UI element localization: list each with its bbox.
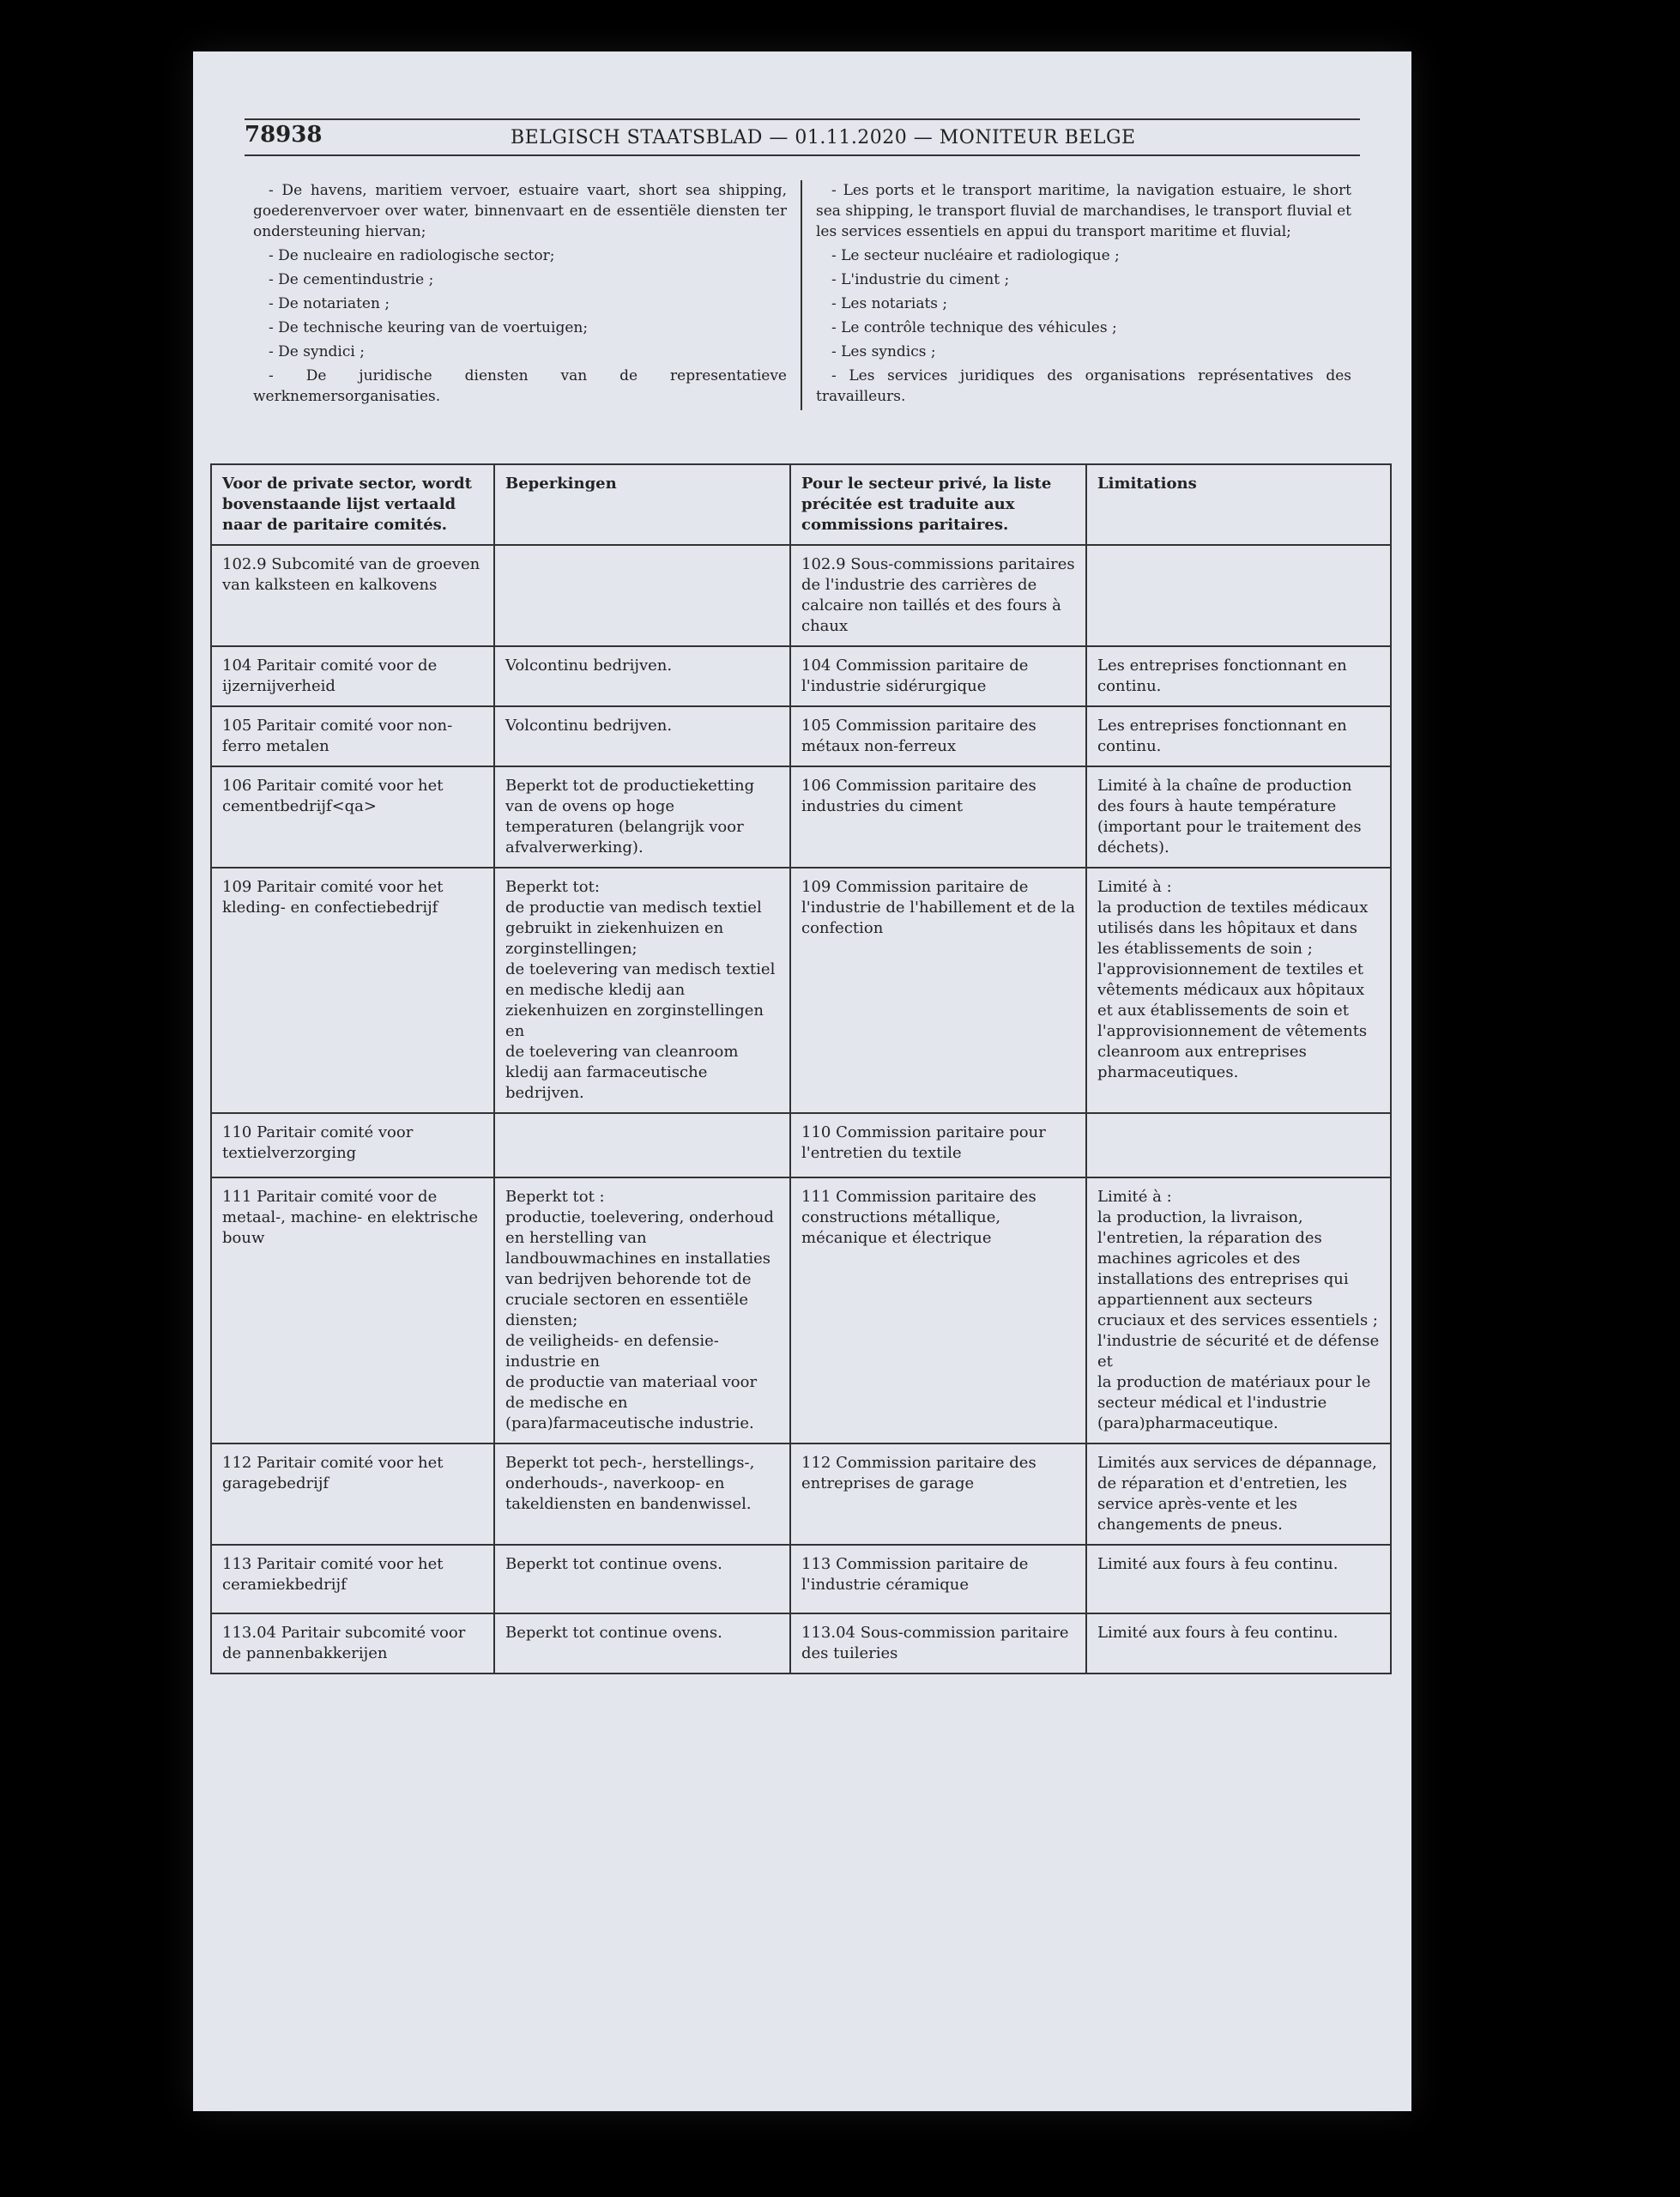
cell-line: 110 Commission paritaire pour l'entretien du textile bbox=[801, 1123, 1046, 1162]
cell-line: Limité à : bbox=[1097, 878, 1172, 896]
cell-line: Beperkt tot: bbox=[505, 878, 600, 896]
table-cell bbox=[494, 766, 790, 868]
table-cell bbox=[1086, 868, 1391, 1113]
cell-line: 113 Commission paritaire de l'industrie céramique bbox=[801, 1555, 1029, 1594]
intro-item: - De juridische diensten van de representatieve werknemersorganisaties. bbox=[253, 367, 787, 405]
table-cell bbox=[790, 766, 1086, 868]
table-cell bbox=[790, 1177, 1086, 1443]
cell-line: 112 Paritair comité voor het garagebedrijf bbox=[222, 1454, 444, 1492]
header-cell: Limitations bbox=[1086, 464, 1391, 545]
cell-line: 104 Commission paritaire de l'industrie sidérurgique bbox=[801, 657, 1029, 695]
table-cell bbox=[1086, 1545, 1391, 1613]
table-cell bbox=[494, 868, 790, 1113]
table-row bbox=[211, 545, 1391, 646]
intro-item: - De notariaten ; bbox=[269, 295, 390, 312]
header-cell: Voor de private sector, wordt bovenstaande lijst vertaald naar de paritaire comités. bbox=[211, 464, 494, 545]
table-cell bbox=[790, 646, 1086, 706]
table-cell bbox=[790, 1113, 1086, 1177]
cell-line: 104 Paritair comité voor de ijzernijverheid bbox=[222, 657, 438, 695]
intro-dutch bbox=[245, 180, 802, 410]
cell-line: Limité à la chaîne de production des fours à haute température (important pour le traitement des déchets). bbox=[1097, 777, 1362, 856]
cell-line: l'industrie de sécurité et de défense et bbox=[1097, 1332, 1380, 1371]
table-header-row bbox=[211, 464, 1391, 545]
cell-line: 111 Commission paritaire des constructions métallique, mécanique et électrique bbox=[801, 1188, 1036, 1247]
cell-line: 102.9 Sous-commissions paritaires de l'industrie des carrières de calcaire non taillés et des fours à chaux bbox=[801, 555, 1075, 635]
cell-line: Beperkt tot : bbox=[505, 1188, 605, 1206]
table-cell bbox=[211, 1613, 494, 1673]
intro-item: - Les syndics ; bbox=[831, 343, 936, 360]
cell-line: la production de textiles médicaux utilisés dans les hôpitaux et dans les établissements de soin ; bbox=[1097, 899, 1369, 958]
table-cell bbox=[211, 1443, 494, 1545]
table-row bbox=[211, 1177, 1391, 1443]
table-cell bbox=[494, 1545, 790, 1613]
cell-line: Beperkt tot continue ovens. bbox=[505, 1555, 722, 1573]
table-row bbox=[211, 868, 1391, 1113]
table-row bbox=[211, 1443, 1391, 1545]
page-number: 78938 bbox=[245, 122, 323, 148]
cell-line: la production de matériaux pour le secteur médical et l'industrie (para)pharmaceutique. bbox=[1097, 1373, 1371, 1432]
cell-line: de veiligheids- en defensie-industrie en bbox=[505, 1332, 719, 1371]
intro-item: - De syndici ; bbox=[269, 343, 365, 360]
table-cell bbox=[211, 868, 494, 1113]
cell-line: Beperkt tot pech-, herstellings-, onderhouds-, naverkoop- en takeldiensten en bandenwissel. bbox=[505, 1454, 755, 1513]
intro-item: - L'industrie du ciment ; bbox=[831, 271, 1010, 288]
cell-line: la production, la livraison, l'entretien, la réparation des machines agricoles et des installations des entreprises qui appartiennent aux secteurs cruciaux et des services essentiels ; bbox=[1097, 1208, 1378, 1329]
cell-line: 113.04 Paritair subcomité voor de pannenbakkerijen bbox=[222, 1624, 466, 1662]
header-cell: Beperkingen bbox=[494, 464, 790, 545]
intro-french bbox=[802, 180, 1360, 410]
cell-line: de productie van materiaal voor de medische en (para)farmaceutische industrie. bbox=[505, 1373, 758, 1432]
cell-line: Limité à : bbox=[1097, 1188, 1172, 1206]
cell-line: Les entreprises fonctionnant en continu. bbox=[1097, 717, 1347, 755]
table-cell bbox=[211, 1113, 494, 1177]
document-page bbox=[193, 51, 1411, 2111]
table-cell bbox=[494, 646, 790, 706]
table-cell bbox=[1086, 1443, 1391, 1545]
paritaire-comites-table bbox=[210, 463, 1392, 1674]
intro-item: - De nucleaire en radiologische sector; bbox=[269, 247, 555, 264]
intro-item: - De technische keuring van de voertuigen; bbox=[269, 319, 589, 336]
table-body bbox=[211, 545, 1391, 1673]
table-cell bbox=[790, 706, 1086, 766]
intro-item: - Le contrôle technique des véhicules ; bbox=[831, 319, 1117, 336]
cell-line: 102.9 Subcomité van de groeven van kalksteen en kalkovens bbox=[222, 555, 480, 594]
table-cell bbox=[494, 1443, 790, 1545]
cell-line: l'approvisionnement de vêtements cleanroom aux entreprises pharmaceutiques. bbox=[1097, 1022, 1368, 1081]
cell-line: productie, toelevering, onderhoud en herstelling van landbouwmachines en installaties van bedrijven behorende tot de cruciale sectoren en essentiële diensten; bbox=[505, 1208, 774, 1329]
cell-line: 105 Paritair comité voor non-ferro metalen bbox=[222, 717, 453, 755]
table-row bbox=[211, 1113, 1391, 1177]
page-header bbox=[245, 118, 1360, 156]
table-cell bbox=[494, 1613, 790, 1673]
cell-line: 113 Paritair comité voor het ceramiekbedrijf bbox=[222, 1555, 444, 1594]
table-row bbox=[211, 1613, 1391, 1673]
table-cell bbox=[1086, 1177, 1391, 1443]
header-cell: Pour le secteur privé, la liste précitée est traduite aux commissions paritaires. bbox=[790, 464, 1086, 545]
cell-line: Volcontinu bedrijven. bbox=[505, 657, 673, 675]
cell-line: 111 Paritair comité voor de metaal-, machine- en elektrische bouw bbox=[222, 1188, 479, 1247]
table-cell bbox=[790, 868, 1086, 1113]
cell-line: 106 Paritair comité voor het cementbedrijf<qa> bbox=[222, 777, 444, 815]
intro-item: - Les notariats ; bbox=[831, 295, 948, 312]
table-cell bbox=[1086, 766, 1391, 868]
cell-line: Limités aux services de dépannage, de réparation et d'entretien, les service après-vente et les changements de pneus. bbox=[1097, 1454, 1377, 1534]
intro-item: - Les ports et le transport maritime, la navigation estuaire, le short sea shipping, le transport fluvial de marchandises, le transport fluvial et les services essentiels en appui du transport maritime et fluvial; bbox=[816, 182, 1351, 240]
table-row bbox=[211, 646, 1391, 706]
intro-item: - De havens, maritiem vervoer, estuaire vaart, short sea shipping, goederenvervoer over water, binnenvaart en de essentiële diensten ter ondersteuning hiervan; bbox=[253, 182, 787, 240]
cell-line: 109 Commission paritaire de l'industrie de l'habillement et de la confection bbox=[801, 878, 1076, 937]
table-cell bbox=[211, 1177, 494, 1443]
intro-columns bbox=[245, 180, 1360, 410]
cell-line: Limité aux fours à feu continu. bbox=[1097, 1555, 1339, 1573]
cell-line: Beperkt tot continue ovens. bbox=[505, 1624, 722, 1642]
cell-line: de productie van medisch textiel gebruikt in ziekenhuizen en zorginstellingen; bbox=[505, 899, 762, 958]
intro-item: - Le secteur nucléaire et radiologique ; bbox=[831, 247, 1120, 264]
table-cell bbox=[494, 1113, 790, 1177]
table-row bbox=[211, 1545, 1391, 1613]
cell-line: de toelevering van medisch textiel en medische kledij aan ziekenhuizen en zorginstellingen en bbox=[505, 960, 776, 1040]
table-row bbox=[211, 706, 1391, 766]
table-cell bbox=[494, 1177, 790, 1443]
cell-line: 105 Commission paritaire des métaux non-ferreux bbox=[801, 717, 1036, 755]
intro-item: - Les services juridiques des organisations représentatives des travailleurs. bbox=[816, 367, 1351, 405]
cell-line: 106 Commission paritaire des industries du ciment bbox=[801, 777, 1036, 815]
cell-line: l'approvisionnement de textiles et vêtements médicaux aux hôpitaux et aux établissements de soin et bbox=[1097, 960, 1365, 1020]
table-cell bbox=[790, 1443, 1086, 1545]
table-cell bbox=[211, 1545, 494, 1613]
cell-line: 109 Paritair comité voor het kleding- en confectiebedrijf bbox=[222, 878, 444, 917]
table-cell bbox=[494, 545, 790, 646]
table-cell bbox=[211, 646, 494, 706]
cell-line: Beperkt tot de productieketting van de ovens op hoge temperaturen (belangrijk voor afvalverwerking). bbox=[505, 777, 755, 856]
cell-line: Volcontinu bedrijven. bbox=[505, 717, 673, 735]
table-cell bbox=[211, 766, 494, 868]
table-row bbox=[211, 766, 1391, 868]
table-cell bbox=[494, 706, 790, 766]
table-cell bbox=[211, 545, 494, 646]
cell-line: 113.04 Sous-commission paritaire des tuileries bbox=[801, 1624, 1069, 1662]
table-cell bbox=[790, 1545, 1086, 1613]
intro-item: - De cementindustrie ; bbox=[269, 271, 434, 288]
cell-line: de toelevering van cleanroom kledij aan farmaceutische bedrijven. bbox=[505, 1043, 739, 1102]
journal-title: BELGISCH STAATSBLAD — 01.11.2020 — MONITEUR BELGE bbox=[511, 127, 1136, 148]
table-cell bbox=[1086, 706, 1391, 766]
cell-line: 112 Commission paritaire des entreprises de garage bbox=[801, 1454, 1036, 1492]
table-cell bbox=[1086, 646, 1391, 706]
table-cell bbox=[790, 1613, 1086, 1673]
table-cell bbox=[211, 706, 494, 766]
cell-line: 110 Paritair comité voor textielverzorging bbox=[222, 1123, 414, 1162]
table-cell bbox=[1086, 1613, 1391, 1673]
cell-line: Limité aux fours à feu continu. bbox=[1097, 1624, 1339, 1642]
cell-line: Les entreprises fonctionnant en continu. bbox=[1097, 657, 1347, 695]
table-cell bbox=[1086, 1113, 1391, 1177]
table-cell bbox=[1086, 545, 1391, 646]
table-cell bbox=[790, 545, 1086, 646]
